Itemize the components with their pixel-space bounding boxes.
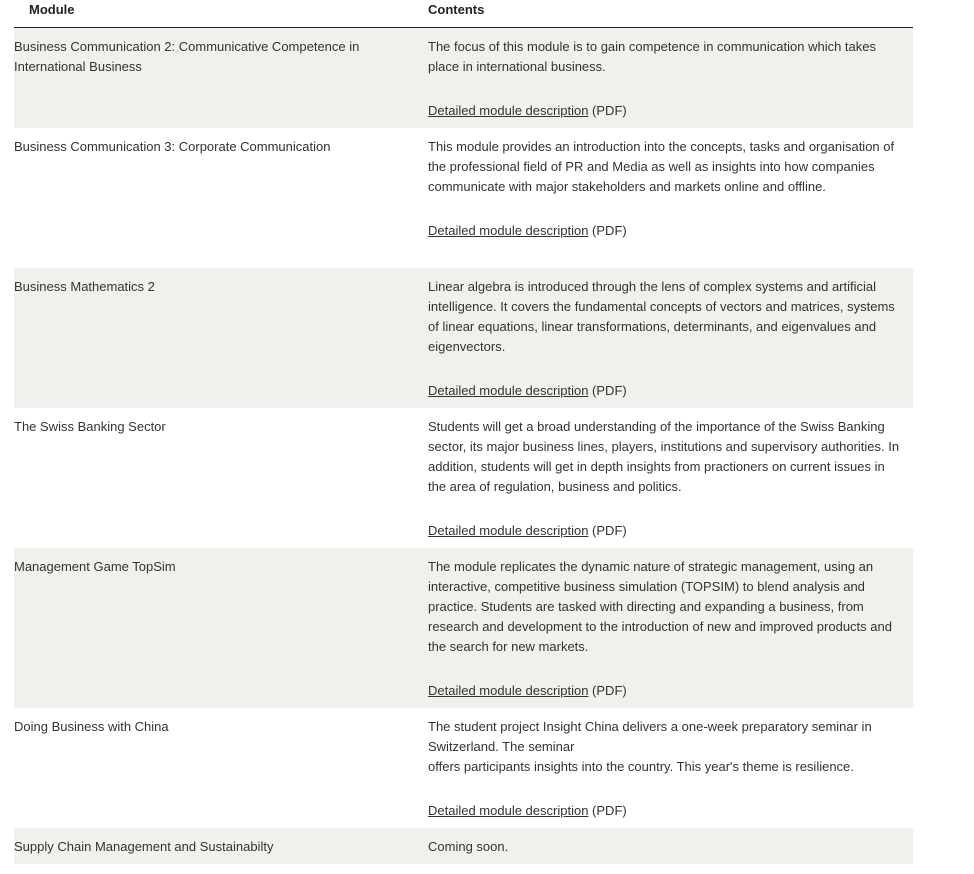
pdf-suffix: (PDF) [588,803,627,818]
module-detail [428,381,903,401]
table-row [14,128,913,268]
module-detail [428,101,903,121]
header-contents: Contents [428,2,485,17]
module-name: Supply Chain Management and Sustainabilty [14,839,274,854]
detailed-module-description-link[interactable]: Detailed module description [428,223,589,238]
module-contents-text: Linear algebra is introduced through the lens of complex systems and artificial intelligence. It covers the fundamental concepts of vectors and matrices, systems of linear equations, linear transformations, determinants, and eigenvalues and eigenvectors. [428,279,895,354]
module-contents-text: The focus of this module is to gain competence in communication which takes place in international business. [428,39,877,74]
module-name: Management Game TopSim [14,559,176,574]
detailed-module-description-link[interactable]: Detailed module description [428,803,589,818]
module-contents [428,277,913,408]
detailed-module-description-link[interactable]: Detailed module description [428,103,589,118]
module-contents [428,417,913,548]
detailed-module-description-link[interactable]: Detailed module description [428,683,589,698]
module-detail [428,681,903,701]
module-name: Business Communication 3: Corporate Communication [14,139,331,154]
module-name: Doing Business with China [14,719,169,734]
module-contents-text: The module replicates the dynamic nature of strategic management, using an interactive, competitive business simulation (TOPSIM) to blend analysis and practice. Students are tasked with directing and expanding a business, from research and development to the introduction of new and improved products and the search for new markets. [428,559,892,654]
pdf-suffix: (PDF) [588,223,627,238]
table-row [14,548,913,708]
module-contents-text: Coming soon. [428,839,509,854]
table-row [14,708,913,828]
module-contents-text: This module provides an introduction into the concepts, tasks and organisation of the professional field of PR and Media as well as insights into how companies communicate with major stakeholders and markets online and offline. [428,139,895,194]
module-contents [428,837,913,864]
module-detail [428,521,903,541]
table-row [14,268,913,408]
module-contents [428,137,913,268]
module-name: Business Mathematics 2 [14,279,155,294]
table-header [14,0,913,28]
modules-table [14,0,913,864]
module-name: Business Communication 2: Communicative Competence in International Business [14,39,360,74]
module-contents [428,557,913,708]
module-name: The Swiss Banking Sector [14,419,166,434]
pdf-suffix: (PDF) [588,383,627,398]
table-row [14,408,913,548]
detailed-module-description-link[interactable]: Detailed module description [428,383,589,398]
module-detail [428,801,903,821]
module-contents [428,37,913,128]
header-module: Module [29,2,75,17]
module-contents-text: offers participants insights into the country. This year's theme is resilience. [428,759,854,774]
module-contents-text: The student project Insight China delivers a one-week preparatory seminar in Switzerland. The seminar [428,719,872,754]
module-detail [428,221,903,241]
table-row [14,28,913,128]
module-contents [428,717,913,828]
pdf-suffix: (PDF) [588,103,627,118]
detailed-module-description-link[interactable]: Detailed module description [428,523,589,538]
module-contents-text: Students will get a broad understanding of the importance of the Swiss Banking sector, its major business lines, players, institutions and supervisory authorities. In addition, students will get in depth insights from practioners on current issues in the area of regulation, business and politics. [428,419,900,494]
pdf-suffix: (PDF) [588,683,627,698]
pdf-suffix: (PDF) [588,523,627,538]
table-row [14,828,913,864]
